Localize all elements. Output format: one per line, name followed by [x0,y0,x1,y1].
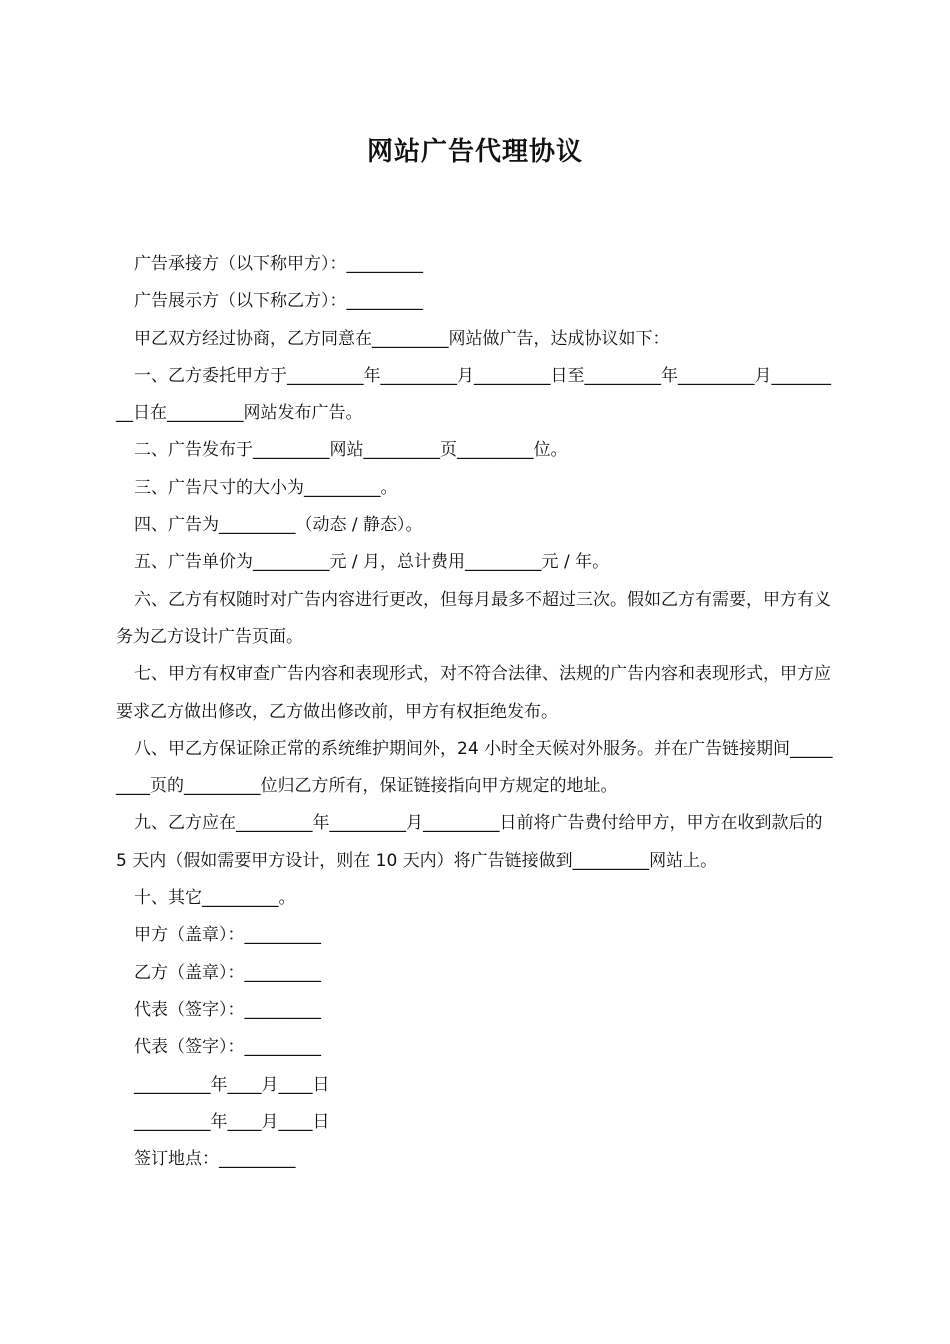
clause-4: 四、广告为_________（动态 / 静态）。 [134,515,423,536]
document-title: 网站广告代理协议 [366,137,583,167]
document-body [116,246,838,1178]
representative-signature-line-1: 代表（签字）：_________ [134,999,321,1020]
party-b-seal-line: 乙方（盖章）：_________ [134,962,321,983]
date-line-2: _________年____月____日 [134,1111,330,1132]
signing-location-line: 签订地点：_________ [134,1149,296,1170]
clause-7: 七、甲方有权审查广告内容和表现形式，对不符合法律、法规的广告内容和表现形式，甲方应要求乙方做出修改，乙方做出修改前，甲方有权拒绝发布。 [116,664,831,722]
clause-3: 三、广告尺寸的大小为_________。 [134,477,398,498]
clause-2: 二、广告发布于_________网站_________页_________位。 [134,440,568,461]
date-line-1: _________年____月____日 [134,1074,330,1095]
clause-5: 五、广告单价为_________元 / 月，总计费用_________元 / 年。 [134,552,610,573]
party-b-line: 广告展示方（以下称乙方）：_________ [134,291,423,312]
clause-9: 九、乙方应在_________年_________月_________日前将广告费付给甲方，甲方在收到款后的 5 天内（假如需要甲方设计，则在 10 天内）将广告链接做到_________网站上。 [116,813,828,871]
clause-1: 一、乙方委托甲方于_________年_________月_________日至_________年_________月_________日在_________网站发布广告。 [116,365,831,424]
representative-signature-line-2: 代表（签字）：_________ [134,1037,321,1058]
agreement-intro: 甲乙双方经过协商，乙方同意在_________网站做广告，达成协议如下： [134,328,670,349]
clause-6: 六、乙方有权随时对广告内容进行更改，但每月最多不超过三次。假如乙方有需要，甲方有义务为乙方设计广告页面。 [116,589,831,647]
party-a-line: 广告承接方（以下称甲方）：_________ [134,254,423,274]
party-a-seal-line: 甲方（盖章）：_________ [134,925,321,946]
clause-8: 八、甲乙方保证除正常的系统维护期间外，24 小时全天候对外服务。并在广告链接期间_________页的_________位归乙方所有，保证链接指向甲方规定的地址。 [116,738,833,797]
clause-10: 十、其它_________。 [134,888,296,909]
